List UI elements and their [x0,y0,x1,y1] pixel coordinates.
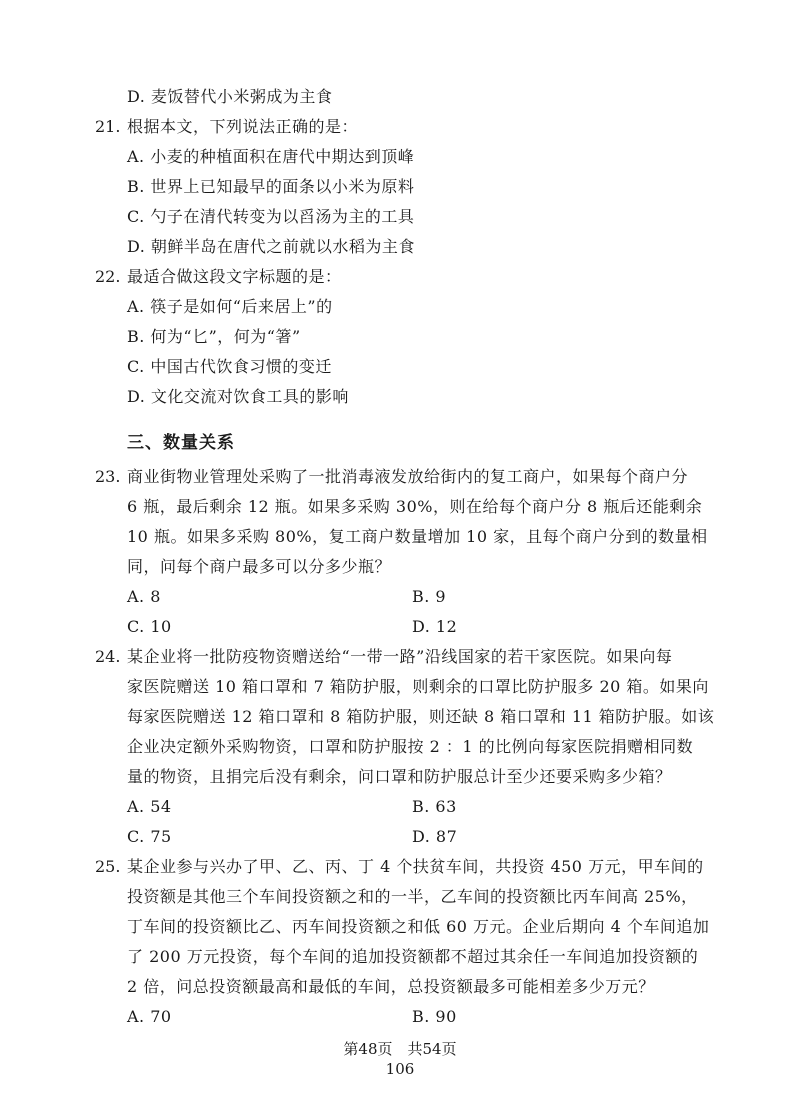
q25-line-2: 投资额是其他三个车间投资额之和的一半，乙车间的投资额比丙车间高 25%， [127,887,698,906]
q23-number: 23. [95,467,121,486]
page-number: 106 [385,1060,415,1078]
q24-line-1: 某企业将一批防疫物资赠送给“一带一路”沿线国家的若干家医院。如果向每 [127,647,673,666]
q25-option-a: A. 70 [127,1007,172,1026]
q21-option-a: A. 小麦的种植面积在唐代中期达到顶峰 [127,147,415,166]
q23-option-d: D. 12 [412,617,458,636]
section-title: 三、数量关系 [127,433,235,453]
page-label: 第48页 共54页 [343,1040,457,1058]
q22-option-a: A. 筷子是如何“后来居上”的 [127,297,333,316]
q24-line-4: 企业决定额外采购物资，口罩和防护服按 2 ：1 的比例向每家医院捐赠相同数 [127,737,694,756]
q25-line-3: 丁车间的投资额比乙、丙车间投资额之和低 60 万元。企业后期向 4 个车间追加 [127,917,710,936]
q24-option-a: A. 54 [127,797,172,816]
q21-number: 21. [95,117,121,136]
q25-line-5: 2 倍，问总投资额最高和最低的车间，总投资额最多可能相差多少万元？ [127,977,655,996]
q23-option-c: C. 10 [127,617,172,636]
q24-number: 24. [95,647,121,666]
q24-option-c: C. 75 [127,827,172,846]
prev-option-d: D. 麦饭替代小米粥成为主食 [127,87,333,106]
q25-line-4: 了 200 万元投资，每个车间的追加投资额都不超过其余任一车间追加投资额的 [127,947,699,966]
q23-line-2: 6 瓶，最后剩余 12 瓶。如果多采购 30%，则在给每个商户分 8 瓶后还能剩余 [127,497,703,516]
q21-stem: 根据本文，下列说法正确的是： [127,117,359,136]
q25-line-1: 某企业参与兴办了甲、乙、丙、丁 4 个扶贫车间，共投资 450 万元，甲车间的 [127,857,704,876]
q21-option-d: D. 朝鲜半岛在唐代之前就以水稻为主食 [127,237,415,256]
q24-option-b: B. 63 [412,797,457,816]
q23-line-3: 10 瓶。如果多采购 80%，复工商户数量增加 10 家，且每个商户分到的数量相 [127,527,708,546]
q21-option-b: B. 世界上已知最早的面条以小米为原料 [127,177,415,196]
q22-option-c: C. 中国古代饮食习惯的变迁 [127,357,332,376]
q23-line-4: 同，问每个商户最多可以分多少瓶？ [127,557,392,576]
q23-line-1: 商业街物业管理处采购了一批消毒液发放给街内的复工商户，如果每个商户分 [127,467,689,486]
q24-option-d: D. 87 [412,827,458,846]
q22-number: 22. [95,267,121,286]
q25-number: 25. [95,857,121,876]
q22-stem: 最适合做这段文字标题的是： [127,267,342,286]
q25-option-b: B. 90 [412,1007,457,1026]
q24-line-3: 每家医院赠送 12 箱口罩和 8 箱防护服，则还缺 8 箱口罩和 11 箱防护服。如该 [127,707,715,726]
q22-option-d: D. 文化交流对饮食工具的影响 [127,387,349,406]
q24-line-2: 家医院赠送 10 箱口罩和 7 箱防护服，则剩余的口罩比防护服多 20 箱。如果向 [127,677,709,696]
q23-option-a: A. 8 [127,587,161,606]
q23-option-b: B. 9 [412,587,447,606]
q22-option-b: B. 何为“匕”，何为“箸” [127,327,301,346]
q21-option-c: C. 勺子在清代转变为以舀汤为主的工具 [127,207,415,226]
q24-line-5: 量的物资，且捐完后没有剩余，问口罩和防护服总计至少还要采购多少箱？ [127,767,672,786]
